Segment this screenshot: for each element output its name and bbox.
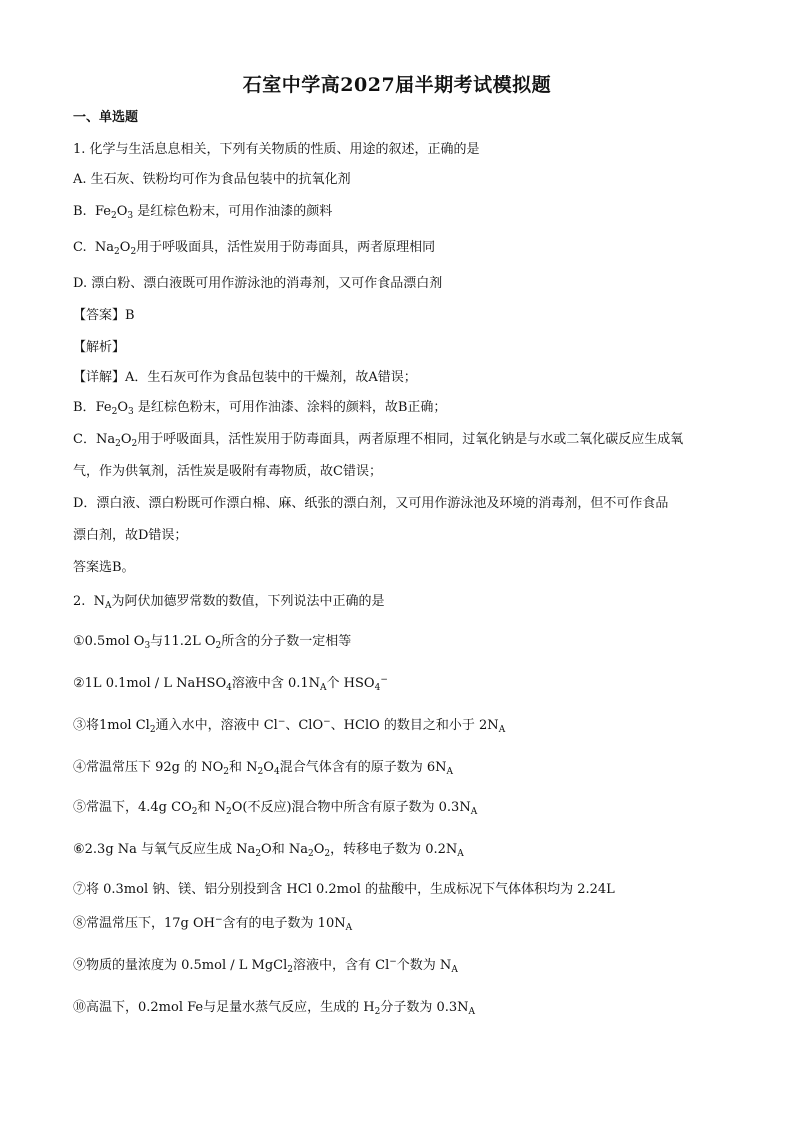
detail-c-continued: 气，作为供氧剂，活性炭是吸附有毒物质，故C错误；: [73, 464, 382, 479]
detail-a: 【详解】A．生石灰可作为食品包装中的干燥剂，故A错误；: [73, 370, 417, 385]
analysis-tag: 【解析】: [73, 340, 126, 355]
question-1-option-b: B. $Fe_2O_3$ 是红棕色粉末，可用作油漆的颜料: [73, 204, 333, 221]
detail-d-continued: 漂白剂，故D错误；: [73, 528, 188, 543]
answer-line: [73, 306, 733, 326]
statement-8: ⑧常温常压下，17g OH−含有的电子数为 $10N_A$: [73, 915, 353, 933]
statement-10: ⑩高温下，0.2mol Fe与足量水蒸气反应，生成的 $H_2$分子数为 $0.3N_A$: [73, 1000, 476, 1017]
question-1-stem: 1. 化学与生活息息相关，下列有关物质的性质、用途的叙述，正确的是: [73, 142, 480, 157]
detail-c: C．$Na_2O_2$用于呼吸面具，活性炭用于防毒面具，两者原理不相同，过氧化钠是与水或二氧化碳反应生成氧: [73, 432, 684, 449]
statement-5: ⑤常温下，4.4g $CO_2$和 $N_2O$(不反应)混合物中所含有原子数为 $0.3N_A$: [73, 800, 478, 817]
question-1-option-c: C. $Na_2O_2$用于呼吸面具，活性炭用于防毒面具，两者原理相同: [73, 240, 436, 257]
statement-4: ④常温常压下 92g 的 $NO_2$和 $N_2O_4$混合气体含有的原子数为 $6N_A$: [73, 760, 453, 777]
answer-value: B: [125, 308, 135, 323]
question-1-option-d: D. 漂白粉、漂白液既可用作游泳池的消毒剂，又可作食品漂白剂: [73, 276, 443, 291]
statement-1: ①0.5mol $O_3$与11.2L $O_2$所含的分子数一定相等: [73, 634, 352, 651]
conclusion: 答案选B。: [73, 560, 135, 575]
question-2-stem: 2. $N_A$为阿伏加德罗常数的数值，下列说法中正确的是: [73, 594, 385, 611]
statement-2: ②1L 0.1mol / L NaHSO$_4$溶液中含 $0.1N_A$个 $HSO_4^-$: [73, 675, 388, 693]
page-title: 石室中学高2027届半期考试模拟题: [242, 74, 552, 96]
section-heading: 一、单选题: [73, 110, 139, 125]
statement-3: ③将1mol $Cl_2$通入水中，溶液中 Cl−、ClO−、HClO 的数目之和小于 $2N_A$: [73, 717, 506, 735]
statement-6: ⑥2.3g Na 与氧气反应生成 $Na_2O$和 $Na_2O_2$，转移电子数为 $0.2N_A$: [73, 842, 464, 859]
answer-tag: 【答案】: [73, 308, 126, 323]
detail-d: D．漂白液、漂白粉既可作漂白棉、麻、纸张的漂白剂，又可用作游泳池及环境的消毒剂，但不可作食品: [73, 496, 669, 511]
statement-9: ⑨物质的量浓度为 0.5mol / L MgCl$_2$溶液中，含有 Cl−个数为 $N_A$: [73, 957, 458, 975]
question-1-option-a: A. 生石灰、铁粉均可作为食品包装中的抗氧化剂: [73, 172, 351, 187]
detail-b: B．$Fe_2O_3$ 是红棕色粉末，可用作油漆、涂料的颜料，故B正确；: [73, 400, 447, 417]
statement-7: ⑦将 0.3mol 钠、镁、铝分别投到含 HCl 0.2mol 的盐酸中，生成标况下气体体积均为 2.24L: [73, 882, 615, 897]
